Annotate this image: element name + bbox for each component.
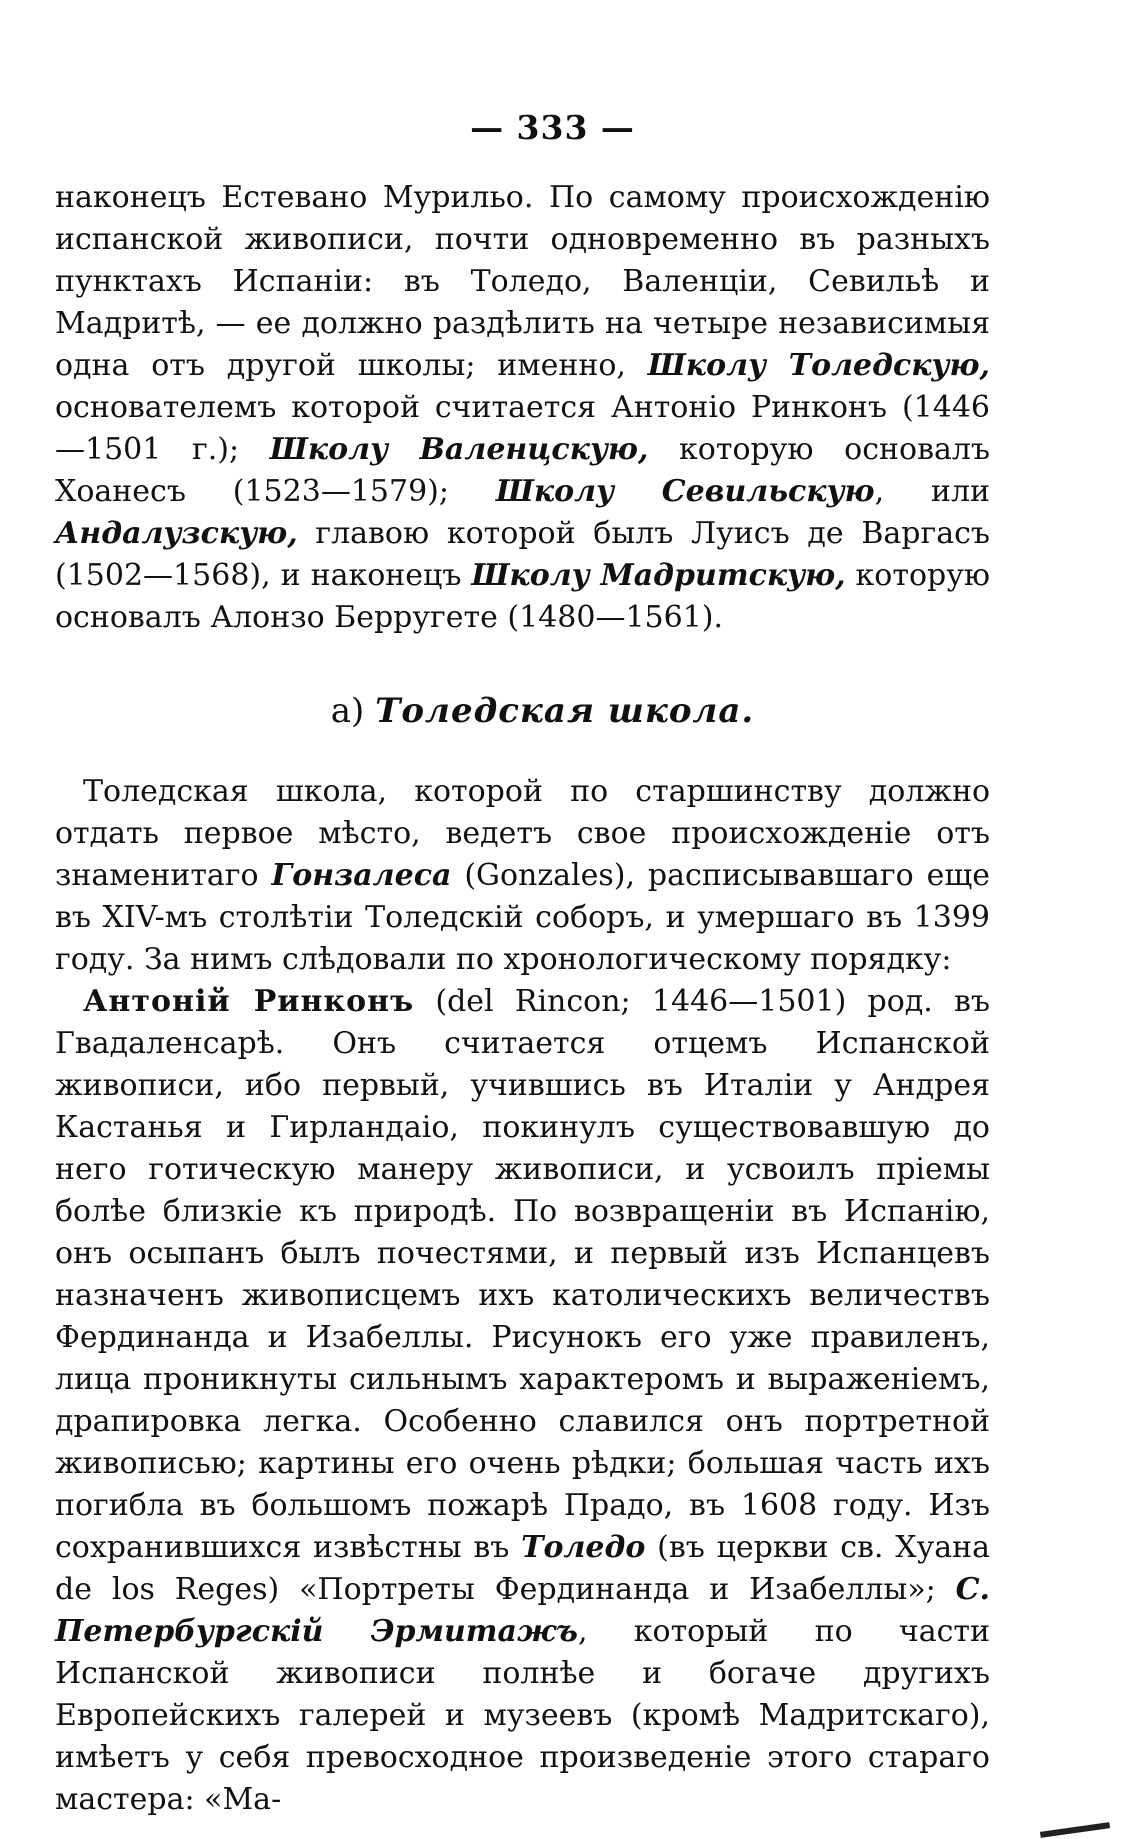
section-label: а) [330, 691, 365, 731]
toledo-location: Толедо [521, 1530, 646, 1565]
school-madrid-ref: Школу Мадритскую, [471, 558, 846, 593]
gonzales-name: Гонзалеса [271, 858, 452, 893]
para2-text-1: (del Rincon; 1446—1501) род. въ Гвадаленсарѣ. Онъ считается отцемъ Испанской живописи, ибо первый, учившись въ Италіи у Андрея Кастанья и Гирландаіо, покинулъ существовавшую до него готическую манеру живописи, и усвоилъ пріемы болѣе близкіе къ природѣ. По возвращеніи въ Испанію, онъ осыпанъ былъ почестями, и первый изъ Испанцевъ назначенъ живописцемъ ихъ католическихъ величествъ Фердинанда и Изабеллы. Рисунокъ его уже правиленъ, лица проникнуты сильнымъ характеромъ и выраженіемъ, драпировка легка. Особенно славился онъ портретной живописью; картины его очень рѣдки; большая часть ихъ погибла въ большомъ пожарѣ Прадо, въ 1608 году. Изъ сохранившихся извѣстны въ [55, 984, 991, 1565]
rincon-name: Антоній Ринконъ [83, 984, 415, 1019]
school-andalusia-ref: Андалузскую, [55, 516, 298, 551]
hermitage-location: С. Петербургскій Эрмитажъ [55, 1572, 990, 1649]
page-number: — 333 — [470, 108, 635, 147]
intro-text-1: наконецъ Естевано Мурильо. По самому происхожденію испанской живописи, почти одновременно въ разныхъ пунктахъ Испаніи: въ Толедо, Валенціи, Севильѣ и Мадритѣ, — ее должно раздѣлить на четыре независимыя одна отъ другой школы; именно, [55, 180, 990, 383]
para1-text-2: (Gonzales), расписывавшаго еще въ XIV-мъ столѣтіи Толедскій соборъ, и умершаго въ 1399 году. За нимъ слѣдовали по хронологическому порядку: [55, 858, 991, 977]
para2-text-3: , который по части Испанской живописи полнѣе и богаче другихъ Европейскихъ галерей и музеевъ (кромѣ Мадритскаго), имѣетъ у себя превосходное произведеніе этого стараго мастера: «Ма- [55, 1614, 990, 1817]
para2-text-2: (въ церкви св. Хуана de los Reges) «Портреты Фердинанда и Изабеллы»; [55, 1530, 990, 1607]
paragraph-rincon [55, 981, 990, 1821]
paragraph-toledo-school [55, 771, 990, 981]
intro-text-3: которую основалъ Хоанесъ (1523—1579); [55, 432, 990, 509]
intro-text-4: , или [874, 474, 991, 509]
para1-text-1: Толедская школа, которой по старшинству должно отдать первое мѣсто, ведетъ свое происхожденіе отъ знаменитаго [55, 774, 990, 893]
section-heading [55, 691, 990, 731]
school-valencia-ref: Школу Валенцскую, [269, 432, 649, 467]
intro-text-6: которую основалъ Алонзо Берругете (1480—1561). [55, 558, 990, 635]
scan-corner-mark [1040, 1822, 1110, 1838]
intro-text-5: главою которой былъ Луисъ де Варгасъ (1502—1568), и наконецъ [55, 516, 990, 593]
intro-paragraph [55, 177, 990, 639]
intro-text-2: основателемъ которой считается Антоніо Ринконъ (1446—1501 г.); [55, 390, 990, 467]
school-toledo-ref: Школу Толедскую, [647, 348, 990, 383]
section-title: Толедская школа. [375, 691, 755, 731]
school-seville-ref: Школу Севильскую [495, 474, 875, 509]
